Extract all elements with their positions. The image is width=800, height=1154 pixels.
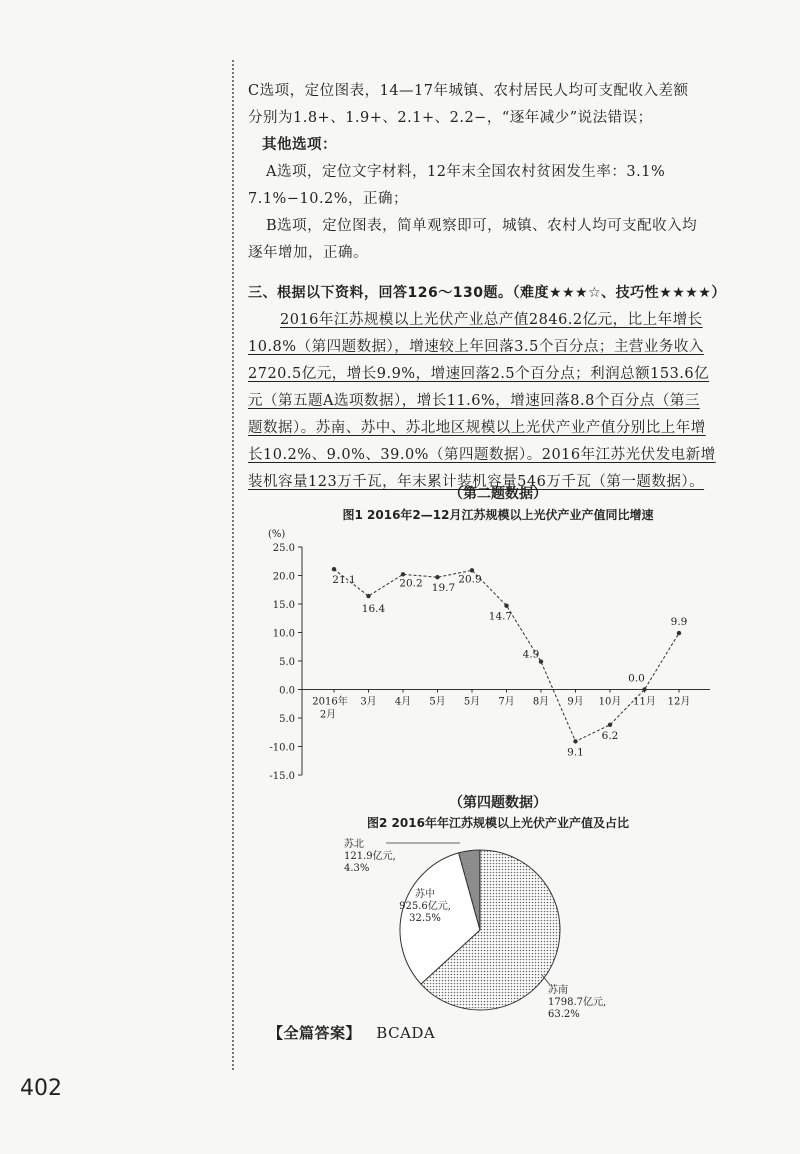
x-tick-label: 12月 bbox=[667, 696, 691, 708]
option-c-line-1: C选项，定位图表，14—17年城镇、农村居民人均可支配收入差额 bbox=[248, 83, 689, 99]
leader-line bbox=[542, 975, 550, 985]
x-tick-label: 5月 bbox=[429, 696, 446, 708]
y-axis-unit: (%) bbox=[268, 529, 286, 540]
pie-chart bbox=[330, 835, 660, 1020]
data-point bbox=[608, 723, 612, 727]
data-point bbox=[573, 739, 577, 743]
data-label: 19.7 bbox=[431, 582, 456, 595]
data-point bbox=[642, 687, 646, 691]
x-tick-label: 3月 bbox=[360, 696, 377, 708]
data-label: 20.9 bbox=[458, 573, 482, 586]
y-tick-label: 25.0 bbox=[272, 543, 295, 554]
data-point bbox=[677, 631, 681, 635]
answer-label: 【全篇答案】 bbox=[268, 1024, 362, 1042]
pie-label-subei: 苏北 bbox=[344, 839, 364, 850]
x-tick-label: 2月 bbox=[319, 709, 337, 721]
pie-label-sunan: 63.2% bbox=[548, 1009, 580, 1020]
y-tick-label: 5.0 bbox=[279, 657, 295, 668]
material-line-7: 装机容量123万千瓦，年末累计装机容量546万千瓦（第一题数据）。 bbox=[248, 474, 705, 490]
material-line-1: 2016年江苏规模以上光伏产业总产值2846.2亿元，比上年增长 bbox=[280, 312, 703, 328]
x-tick-label: 8月 bbox=[532, 696, 550, 708]
data-point bbox=[504, 604, 508, 608]
pie-label-suzhong: 32.5% bbox=[409, 913, 441, 924]
option-a-line-1: A选项，定位文字材料，12年末全国农村贫困发生率：3.1% bbox=[266, 164, 666, 180]
pie-label-sunan: 苏南 bbox=[548, 985, 568, 996]
fig1-title: 图1 2016年2—12月江苏规模以上光伏产业产值同比增速 bbox=[342, 508, 654, 522]
y-tick-label: -10.0 bbox=[269, 742, 295, 754]
data-label: 14.7 bbox=[488, 610, 513, 623]
y-tick-label: -15.0 bbox=[269, 771, 295, 782]
x-tick-label: 2016年 bbox=[312, 696, 348, 708]
y-tick-label: 0.0 bbox=[279, 685, 295, 697]
data-point bbox=[366, 594, 370, 598]
data-point bbox=[401, 572, 405, 576]
data-label: 6.2 bbox=[601, 729, 619, 742]
line-chart bbox=[250, 525, 730, 790]
data-label: 16.4 bbox=[361, 603, 386, 616]
option-b-line-1: B选项，定位图表，简单观察即可，城镇、农村人均可支配收入均 bbox=[266, 218, 698, 234]
section-3-title: 三、根据以下资料，回答126～130题。（难度★★★☆、技巧性★★★★） bbox=[248, 285, 726, 301]
answer-line bbox=[268, 1020, 768, 1047]
page-margin-border bbox=[232, 60, 238, 1070]
data-label: 9.9 bbox=[670, 616, 688, 629]
option-a-line-2: 7.1%−10.2%，正确； bbox=[248, 191, 409, 207]
data-point bbox=[539, 659, 543, 663]
fig2-note: （第四题数据） bbox=[449, 795, 547, 811]
data-label: 9.1 bbox=[567, 746, 584, 759]
material-line-4: 元（第五题A选项数据），增长11.6%，增速回落8.8个百分点（第三 bbox=[248, 393, 700, 409]
series-line bbox=[334, 569, 679, 741]
pie-label-suzhong: 925.6亿元, bbox=[399, 901, 451, 912]
x-tick-label: 5月 bbox=[463, 696, 481, 708]
pie-label-subei: 4.3% bbox=[344, 863, 370, 874]
option-c-line-2: 分别为1.8+、1.9+、2.1+、2.2−，“逐年减少”说法错误； bbox=[248, 110, 653, 126]
page-number: 402 bbox=[20, 1076, 62, 1101]
answer-value: BCADA bbox=[376, 1024, 436, 1042]
data-label: 0.0 bbox=[628, 672, 645, 685]
data-label: 4.9 bbox=[522, 648, 540, 661]
x-tick-label: 11月 bbox=[633, 696, 656, 708]
fig1-note: （第二题数据） bbox=[449, 486, 547, 502]
x-tick-label: 4月 bbox=[394, 696, 412, 708]
data-point bbox=[470, 568, 474, 572]
data-point bbox=[332, 567, 336, 571]
pie-label-sunan: 1798.7亿元, bbox=[548, 997, 607, 1008]
y-tick-label: 5.0 bbox=[279, 714, 295, 725]
material-line-5: 题数据）。苏南、苏中、苏北地区规模以上光伏产业产值分别比上年增 bbox=[248, 420, 706, 436]
pie-label-suzhong: 苏中 bbox=[415, 889, 435, 900]
x-tick-label: 9月 bbox=[567, 696, 584, 708]
pie-label-subei: 121.9亿元, bbox=[344, 851, 396, 862]
y-tick-label: 10.0 bbox=[272, 628, 295, 640]
material-line-6: 长10.2%、9.0%、39.0%（第四题数据）。2016年江苏光伏发电新增 bbox=[248, 447, 716, 463]
material-line-2: 10.8%（第四题数据），增速较上年回落3.5个百分点；主营业务收入 bbox=[248, 339, 704, 355]
x-tick-label: 10月 bbox=[598, 696, 622, 708]
data-label: 20.2 bbox=[399, 577, 423, 590]
data-label: 21.1 bbox=[332, 574, 356, 587]
option-b-line-2: 逐年增加，正确。 bbox=[248, 245, 368, 261]
x-tick-label: 7月 bbox=[498, 696, 515, 708]
fig2-title: 图2 2016年年江苏规模以上光伏产业产值及占比 bbox=[367, 816, 629, 830]
y-tick-label: 15.0 bbox=[272, 600, 295, 611]
data-point bbox=[435, 575, 439, 579]
other-options-title: 其他选项： bbox=[262, 137, 337, 153]
y-tick-label: 20.0 bbox=[272, 571, 295, 583]
material-line-3: 2720.5亿元，增长9.9%，增速回落2.5个百分点；利润总额153.6亿 bbox=[248, 366, 710, 382]
